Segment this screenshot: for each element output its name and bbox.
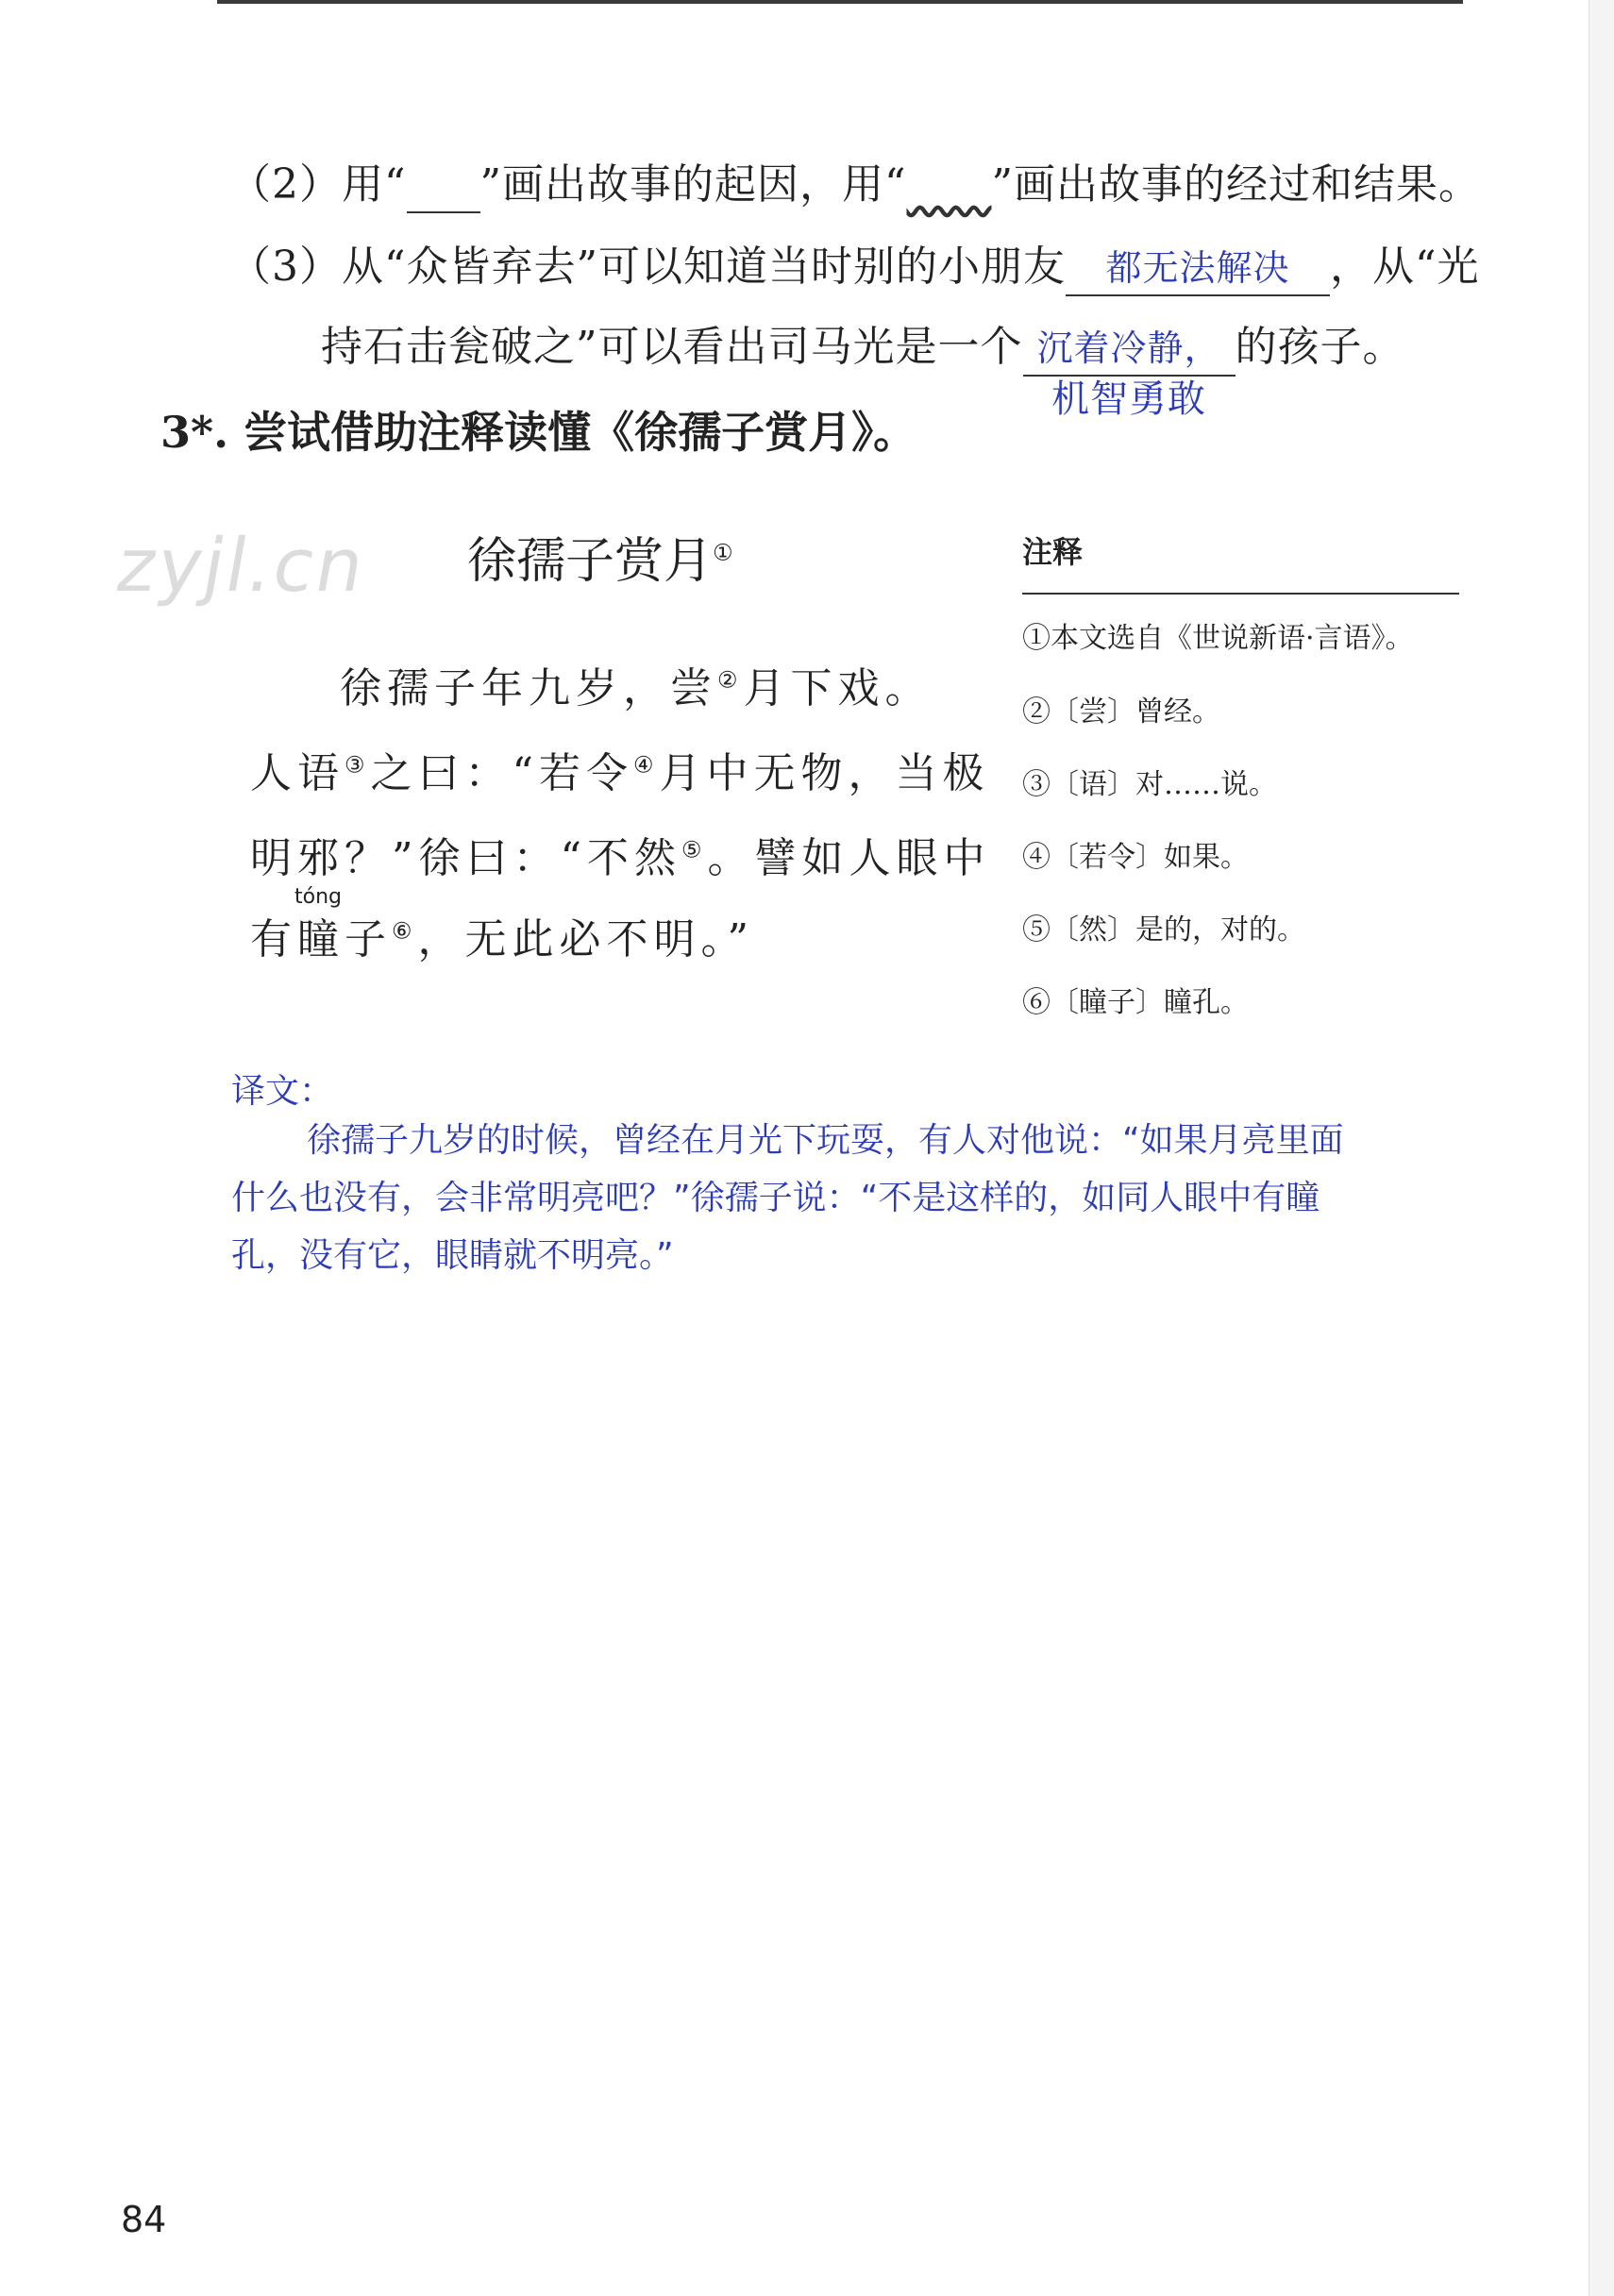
note-item: ②〔尝〕曾经。 [1022, 696, 1220, 729]
poem-text: 。譬如人眼中 [707, 834, 991, 882]
translation-label: 译文： [231, 1072, 334, 1111]
notes-divider [1022, 593, 1459, 595]
q2-text-a: （2）用“ [229, 160, 407, 209]
poem-line-4 [250, 912, 754, 968]
question-3-line-2 [321, 321, 1405, 421]
handwritten-answer-1: 都无法解决 [1105, 247, 1290, 289]
note-item: ③〔语〕对……说。 [1022, 768, 1277, 801]
note-item: ④〔若令〕如果。 [1022, 841, 1249, 874]
question-2 [229, 159, 1481, 213]
footnote-mark: ③ [345, 751, 371, 779]
q3-text-d: 的孩子。 [1235, 323, 1405, 371]
poem-text: 之曰：“若令 [370, 749, 634, 797]
handwritten-answer-2a: 沉着冷静， [1036, 327, 1221, 369]
poem-title-text: 徐孺子赏月 [467, 533, 714, 590]
poem-line-2 [250, 746, 990, 802]
poem-text: 有瞳子 [250, 915, 392, 964]
poem-title [467, 528, 733, 595]
page-number: 84 [121, 2199, 167, 2240]
poem-line-1 [340, 661, 933, 717]
poem-text: ，无此必不明。” [417, 915, 755, 964]
answer-blank-2[interactable] [1023, 321, 1236, 421]
footnote-mark: ④ [633, 751, 660, 779]
poem-line-3 [250, 830, 991, 887]
section-3-title: 3*. 尝试借助注释读懂《徐孺子赏月》。 [160, 407, 917, 458]
poem-text: 月下戏。 [743, 664, 933, 712]
translation-text: 徐孺子九岁的时候，曾经在月光下玩耍，有人对他说：“如果月亮里面什么也没有，会非常明亮吧？”徐孺子说：“不是这样的，如同人眼中有瞳孔，没有它，眼睛就不明亮。” [231, 1121, 1344, 1275]
note-item: ⑥〔瞳子〕瞳孔。 [1022, 986, 1249, 1019]
straight-underline-sample [407, 159, 480, 213]
notes-heading: 注释 [1022, 534, 1084, 570]
poem-text: 明邪？”徐曰：“不然 [250, 834, 681, 882]
q3-text-b: ，从“光 [1329, 243, 1480, 291]
footnote-mark: ① [713, 539, 733, 566]
q2-text-c: ”画出故事的经过和结果。 [991, 160, 1481, 209]
poem-text: 人语 [250, 749, 345, 797]
q3-text-a: （3）从“众皆弃去”可以知道当时别的小朋友 [229, 243, 1066, 291]
wavy-underline-sample [907, 159, 992, 211]
footnote-mark: ⑥ [392, 917, 418, 945]
handwritten-answer-2b: 机智勇敢 [1051, 377, 1206, 421]
page-edge [1589, 0, 1614, 2296]
footnote-mark: ⑤ [681, 836, 708, 863]
top-rule [217, 0, 1463, 4]
footnote-mark: ② [717, 666, 744, 694]
poem-text: 月中无物，当极 [659, 749, 990, 797]
note-item: ⑤〔然〕是的，对的。 [1022, 913, 1305, 947]
question-3-line-1 [229, 241, 1479, 296]
note-item: ①本文选自《世说新语·言语》。 [1022, 622, 1414, 655]
watermark: zyjl.cn [110, 524, 373, 609]
poem-text: 徐孺子年九岁，尝 [340, 664, 717, 712]
q2-text-b: ”画出故事的起因，用“ [479, 160, 907, 209]
pinyin-annotation: tóng [294, 885, 342, 909]
answer-blank-1[interactable] [1066, 241, 1330, 296]
q3-text-c: 持石击瓮破之”可以看出司马光是一个 [321, 323, 1023, 371]
